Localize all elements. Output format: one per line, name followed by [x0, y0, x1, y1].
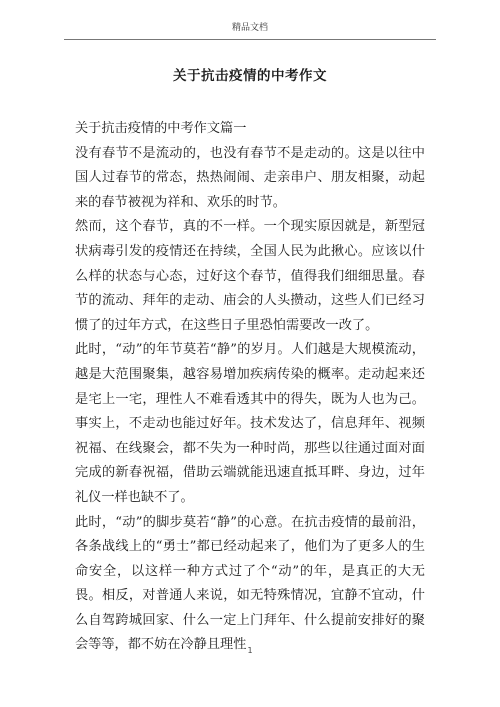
document-title: 关于抗击疫情的中考作文: [173, 68, 327, 84]
paragraph: 此时，“动”的年节莫若“静”的岁月。人们越是大规模流动，越是大范围聚集，越容易增加疾病传染的概率。走动起来还是宅上一宅，理性人不难看透其中的得失，既为人也为己。事实上，不走动也能过好年。技术发达了，信息拜年、视频祝福、在线聚会，都不失为一种时尚，那些以往通过面对面完成的新春祝福，借助云端就能迅速直抵耳畔、身边，过年礼仪一样也缺不了。: [75, 342, 425, 505]
section-subtitle: 关于抗击疫情的中考作文篇一: [75, 121, 247, 136]
header-label: 精品文档: [231, 23, 268, 33]
paragraph: 没有春节不是流动的，也没有春节不是走动的。这是以往中国人过春节的常态，热热闹闹、走亲串户、朋友相聚，动起来的春节被视为祥和、欢乐的时节。: [75, 145, 425, 210]
page-number: 1: [247, 646, 253, 655]
paragraph: 然而，这个春节，真的不一样。一个现实原因就是，新型冠状病毒引发的疫情还在持续，全国人民为此揪心。应该以什么样的状态与心态，过好这个春节，值得我们细细思量。春节的流动、拜年的走动、庙会的人头攒动，这些人们已经习惯了的过年方式，在这些日子里恐怕需要改一改了。: [75, 219, 425, 333]
document-body: [75, 117, 425, 658]
paragraph: 此时，“动”的脚步莫若“静”的心意。在抗击疫情的最前沿，各条战线上的“勇士”都已经动起来了，他们为了更多人的生命安全，以这样一种方式过了个“动”的年，是真正的大无畏。相反，对普通人来说，如无特殊情况，宜静不宜动，什么自驾跨城回家、什么一定上门拜年、什么提前安排好的聚会等等，都不妨在冷静且理性: [75, 514, 425, 653]
header-divider: [64, 39, 436, 40]
